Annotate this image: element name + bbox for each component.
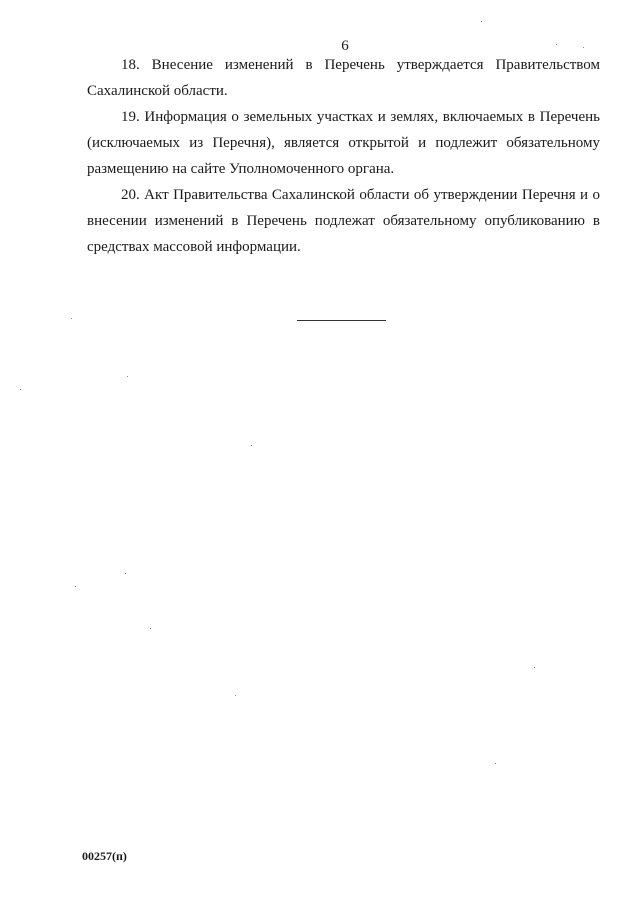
paragraph-18: 18. Внесение изменений в Перечень утверждается Правительством Сахалинской области. [87, 57, 600, 99]
page-number: 6 [341, 38, 349, 54]
document-code: 00257(п) [82, 849, 127, 863]
scan-speck [534, 667, 535, 668]
scan-speck [127, 376, 128, 377]
scan-speck [125, 573, 126, 574]
scan-speck [20, 389, 21, 390]
scan-speck [481, 21, 482, 22]
scan-speck [495, 763, 496, 764]
scan-speck [75, 586, 76, 587]
scan-speck [583, 47, 584, 48]
scan-speck [71, 318, 72, 319]
scan-speck [556, 44, 557, 45]
scan-speck [251, 445, 252, 446]
end-divider [297, 320, 386, 321]
paragraph-20: 20. Акт Правительства Сахалинской области об утверждении Перечня и о внесении изменений в Перечень подлежат обязательному опубликованию в средствах массовой информации. [87, 187, 600, 255]
paragraph-19: 19. Информация о земельных участках и землях, включаемых в Перечень (исключаемых из Перечня), является открытой и подлежит обязательному размещению на сайте Уполномоченного органа. [87, 109, 600, 177]
scan-speck [150, 628, 151, 629]
scan-speck [235, 695, 236, 696]
